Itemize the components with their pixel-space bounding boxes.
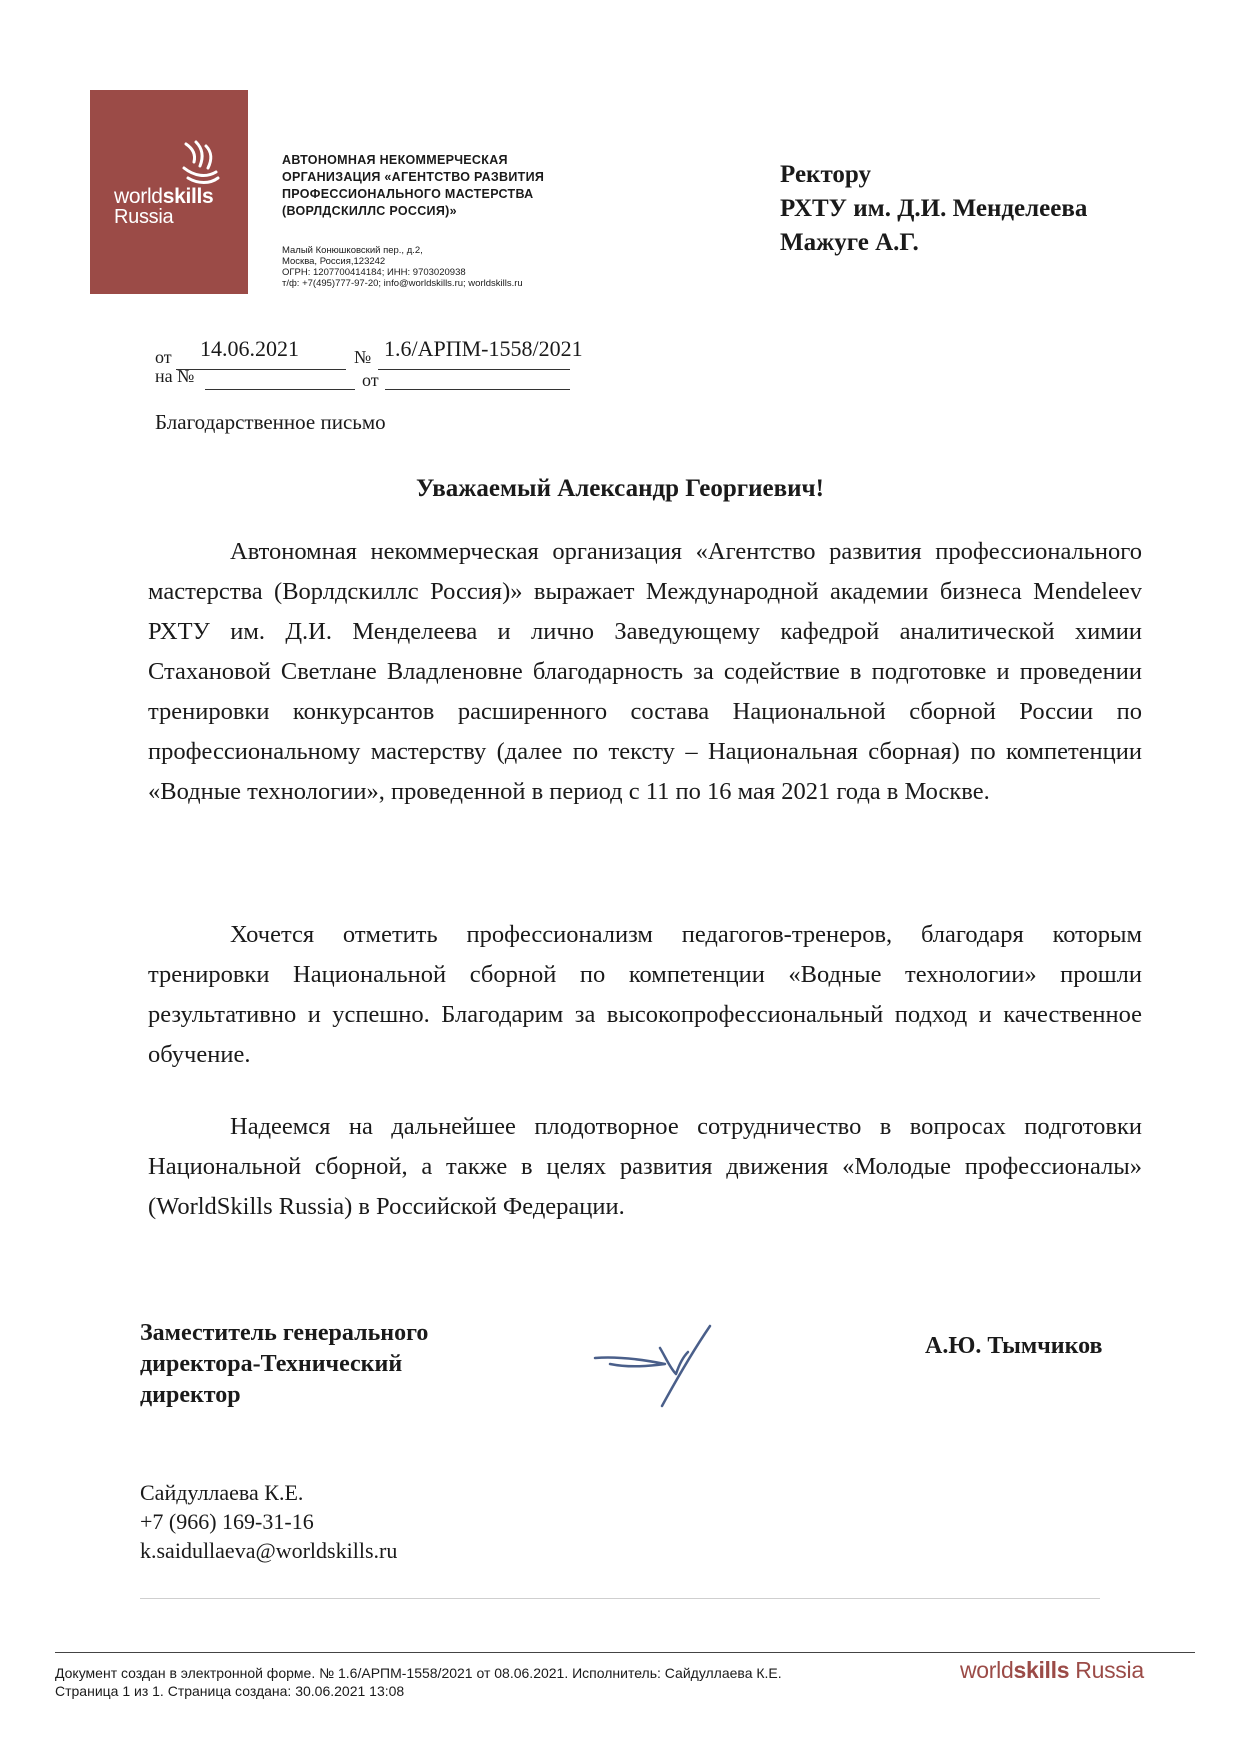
executor-contacts: Сайдуллаева К.Е. +7 (966) 169-31-16 k.saidullaeva@worldskills.ru [140,1480,398,1563]
footer-logo-world: world [960,1657,1014,1683]
body-paragraph: Надеемся на дальнейшее плодотворное сотрудничество в вопросах подготовки Национальной сборной, а также в целях развития движения «Молодые профессионалы» (WorldSkills Russia) в Российской Федерации. [148,1113,1142,1220]
ref-date-line [176,368,346,370]
signatory-name: А.Ю. Тымчиков [925,1333,1103,1359]
footer-logo-russia: Russia [1069,1657,1144,1683]
body-paragraph: Автономная некоммерческая организация «Агентство развития профессионального мастерства (Ворлдскиллс Россия)» выражает Международной академии бизнеса Mendeleev РХТУ им. Д.И. Менделеева и лично Заведующему кафедрой аналитической химии Стахановой Светлане Владленовне благодарность за содействие в подготовке и проведении тренировки конкурсантов расширенного состава Национальной сборной России по профессиональному мастерству (далее по тексту – Национальная сборная) по компетенции «Водные технологии», проведенной в период с 11 по 16 мая 2021 года в Москве. [148,538,1142,805]
organization-name: АВТОНОМНАЯ НЕКОММЕРЧЕСКАЯ ОРГАНИЗАЦИЯ «АГЕНТСТВО РАЗВИТИЯ ПРОФЕССИОНАЛЬНОГО МАСТЕРСТВА (ВОРЛДСКИЛЛС РОССИЯ)» [282,153,545,218]
logo-word-skills: skills [162,185,214,208]
logo-wordmark [114,186,213,228]
footer-text: Документ создан в электронной форме. № 1.6/АРПМ-1558/2021 от 08.06.2021. Исполнитель: Сайдуллаева К.Е. Страница 1 из 1. Страница создана: 30.06.2021 13:08 [55,1665,782,1699]
reply-number-label: на № [155,366,195,386]
logo-word-world: world [114,185,163,208]
worldskills-emblem-icon [178,138,222,186]
ref-number-label: № [354,347,372,367]
footer-logo [960,1657,1144,1684]
ref-from-label: от [155,347,172,367]
ref-number-line [378,368,570,370]
ref-date: 14.06.2021 [200,336,299,361]
logo-word-russia: Russia [114,206,174,228]
reply-number-line [205,388,355,390]
organization-contacts: Малый Конюшковский пер., д.2, Москва, Россия,123242 ОГРН: 1207700414184; ИНН: 9703020938 т/ф: +7(495)777-97-20; info@worldskills.ru; worldskills.ru [282,245,523,289]
addressee: Ректору РХТУ им. Д.И. Менделеева Мажуге А.Г. [780,161,1088,256]
footer-divider [55,1652,1195,1653]
footer-logo-skills: skills [1013,1657,1070,1683]
ref-number: 1.6/АРПМ-1558/2021 [384,336,583,361]
worldskills-logo [90,90,248,294]
reply-from-line [385,388,570,390]
body-paragraph: Хочется отметить профессионализм педагогов-тренеров, благодаря которым тренировки Национальной сборной по компетенции «Водные технологии» прошли результативно и успешно. Благодарим за высокопрофессиональный подход и качественное обучение. [148,921,1142,1068]
letter-subject: Благодарственное письмо [155,410,386,434]
signatory-title: Заместитель генерального директора-Технический директор [140,1320,429,1408]
divider-thin [140,1598,1100,1599]
greeting: Уважаемый Александр Георгиевич! [416,475,824,502]
reply-from-label: от [362,370,379,390]
handwritten-signature [590,1318,740,1418]
